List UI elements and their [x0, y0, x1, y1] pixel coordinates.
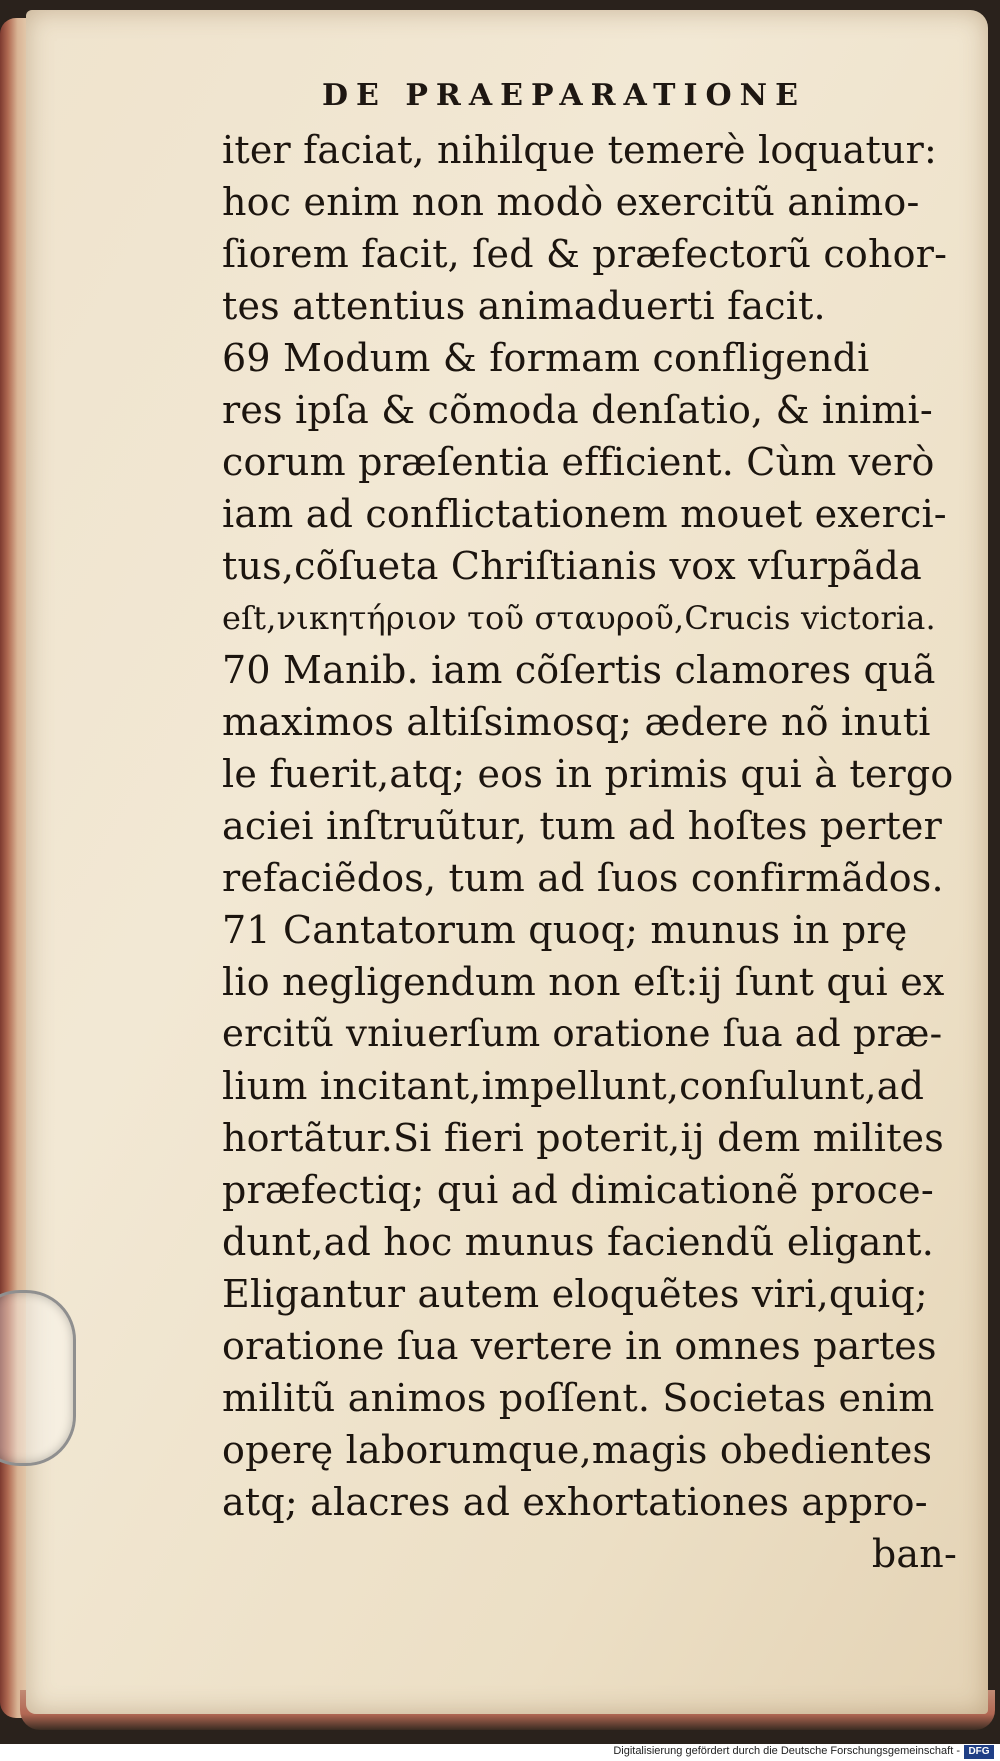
text-line: militũ animos poſſent. Societas enim — [222, 1376, 935, 1420]
text-line: iter faciat, nihilque temerè loquatur: — [222, 128, 937, 172]
running-head: DE PRAEPARATIONE — [322, 78, 806, 113]
text-line: dunt,ad hoc munus faciendũ eligant. — [222, 1220, 935, 1264]
text-line-section-69: 69 Modum & formam confligendi — [222, 336, 870, 380]
text-line: corum præſentia efficient. Cùm verò — [222, 440, 935, 484]
text-line-section-70: 70 Manib. iam cõſertis clamores quã — [222, 648, 936, 692]
text-line: iam ad conflictationem mouet exerci- — [222, 492, 947, 536]
text-line: lium incitant,impellunt,conſulunt,ad — [222, 1064, 925, 1108]
text-line: tus,cõſueta Chriſtianis vox vſurpãda — [222, 544, 922, 588]
text-line: præfectiq; qui ad dimicationẽ proce- — [222, 1168, 934, 1212]
body-text — [222, 124, 957, 1580]
text-line: lio negligendum non eſt:ij ſunt qui ex — [222, 960, 945, 1004]
text-line: Eligantur autem eloquẽtes viri,quiq; — [222, 1272, 928, 1316]
text-line: aciei inſtruũtur, tum ad hoſtes perter — [222, 804, 942, 848]
text-line-greek: eſt,νικητήριον τοῦ σταυροῦ,Crucis victoria. — [222, 599, 936, 637]
text-line: le fuerit,atq; eos in primis qui à tergo — [222, 752, 954, 796]
text-line: hortãtur.Si fieri poterit,ij dem milites — [222, 1116, 944, 1160]
text-line-section-71: 71 Cantatorum quoq; munus in prę — [222, 908, 908, 952]
text-line: maximos altiſsimosq; ædere nõ inuti — [222, 700, 931, 744]
catchword: ban- — [871, 1532, 957, 1576]
text-line: atq; alacres ad exhortationes appro- — [222, 1480, 928, 1524]
footer-credit: Digitalisierung gefördert durch die Deutsche Forschungsgemeinschaft - — [613, 1745, 960, 1757]
text-line: ſiorem facit, ſed & præfectorũ cohor- — [222, 232, 948, 276]
text-line: oratione ſua vertere in omnes partes — [222, 1324, 937, 1368]
text-line: hoc enim non modò exercitũ animo- — [222, 180, 920, 224]
text-line: tes attentius animaduerti facit. — [222, 284, 826, 328]
text-line: refaciẽdos, tum ad ſuos confirmãdos. — [222, 856, 944, 900]
text-line: ercitũ vniuerſum oratione ſua ad præ- — [222, 1012, 943, 1055]
text-line: operę laborumque,magis obedientes — [222, 1428, 933, 1472]
text-line: res ipſa & cõmoda denſatio, & inimi- — [222, 388, 933, 432]
page-clip — [0, 1290, 76, 1466]
footer-bar — [0, 1744, 1000, 1761]
dfg-logo: DFG — [964, 1745, 994, 1759]
